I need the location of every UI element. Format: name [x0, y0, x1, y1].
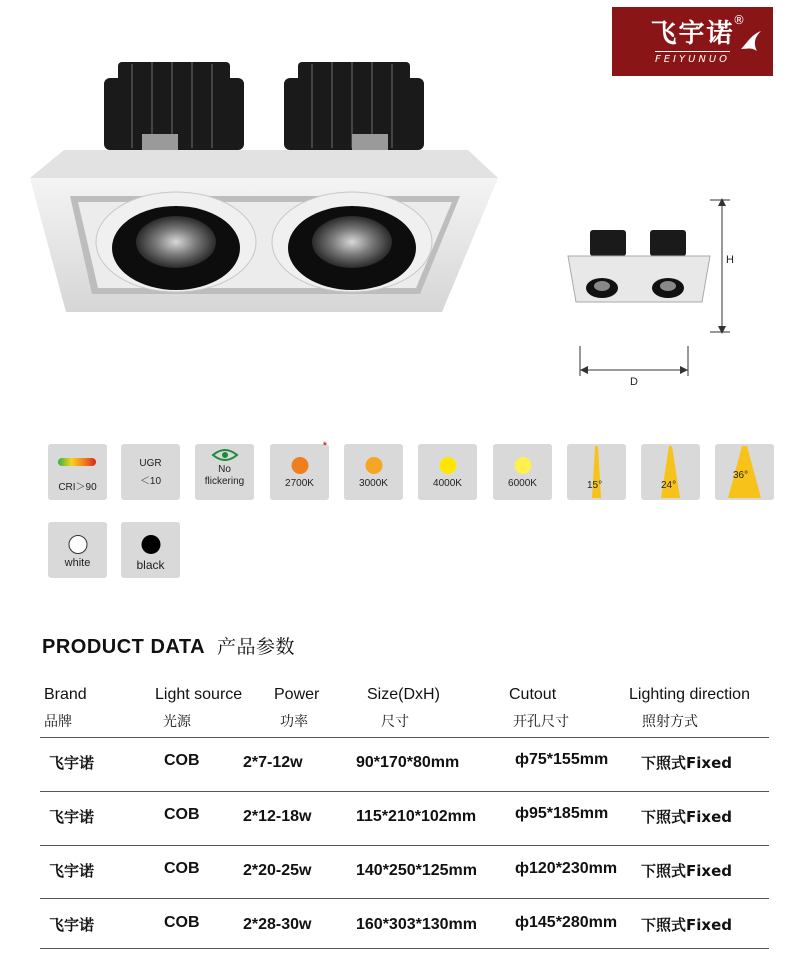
- beam-tile-15: [567, 444, 626, 500]
- finish-dot-black: [141, 535, 160, 554]
- cell-brand: 飞宇诺: [49, 808, 95, 826]
- cell-light-source: COB: [164, 806, 200, 823]
- product-image: [22, 58, 502, 320]
- cct-dot-6000k: [514, 457, 531, 474]
- color-spectrum-icon: [58, 458, 96, 466]
- cell-lighting-direction: 下照式Fixed: [641, 862, 732, 880]
- cell-brand: 飞宇诺: [49, 916, 95, 934]
- cell-cutout: ф145*280mm: [515, 914, 618, 931]
- cell-lighting-direction: 下照式Fixed: [641, 916, 732, 934]
- row-divider: [40, 898, 769, 899]
- cct-star: *: [322, 440, 327, 452]
- no-flicker-label-1: No: [218, 464, 231, 475]
- bird-icon: [739, 29, 763, 55]
- ugr-value: ＜10: [139, 476, 162, 487]
- beam-label-36: 36°: [733, 470, 749, 481]
- cct-label-2700k: 2700K: [285, 478, 314, 489]
- cell-lighting-direction: 下照式Fixed: [641, 754, 732, 772]
- beam-15-icon: [567, 444, 626, 500]
- dimension-drawing: [560, 190, 760, 390]
- height-label: H: [726, 254, 734, 266]
- cri-label: CRI＞90: [58, 482, 97, 493]
- cct-label-4000k: 4000K: [433, 478, 462, 489]
- cct-dot-3000k: [365, 457, 382, 474]
- beam-label-15: 15°: [587, 480, 603, 491]
- cell-brand: 飞宇诺: [49, 754, 95, 772]
- header-size: Size(DxH): [367, 686, 440, 703]
- cell-size: 140*250*125mm: [356, 862, 477, 879]
- finish-label-white: white: [64, 557, 91, 569]
- beam-24-icon: [641, 444, 700, 500]
- logo-chinese-name: 飞宇诺: [650, 18, 735, 49]
- cct-dot-2700k: [291, 457, 308, 474]
- header-light-source-cn: 光源: [163, 714, 191, 730]
- eye-icon: [211, 448, 239, 462]
- cell-light-source: COB: [164, 752, 200, 769]
- cell-light-source: COB: [164, 914, 200, 931]
- header-power-cn: 功率: [280, 714, 308, 730]
- section-title-en: PRODUCT DATA: [42, 636, 206, 658]
- row-divider: [40, 737, 769, 738]
- finish-tile-black: [121, 522, 180, 578]
- header-light-source: Light source: [155, 686, 243, 703]
- cell-lighting-direction: 下照式Fixed: [641, 808, 732, 826]
- beam-tile-36: [715, 444, 774, 500]
- cell-size: 115*210*102mm: [356, 808, 477, 825]
- section-title-cn: 产品参数: [217, 637, 296, 658]
- row-divider: [40, 791, 769, 792]
- no-flicker-label-2: flickering: [204, 476, 245, 487]
- finish-tile-white: [48, 522, 107, 578]
- no-flicker-tile: [195, 444, 254, 500]
- cell-cutout: ф95*185mm: [515, 805, 609, 822]
- header-lighting-direction: Lighting direction: [629, 686, 750, 703]
- cell-size: 160*303*130mm: [356, 916, 477, 933]
- row-divider: [40, 845, 769, 846]
- cell-power: 2*7-12w: [243, 754, 303, 771]
- cell-cutout: ф120*230mm: [515, 860, 618, 877]
- row-divider: [40, 948, 769, 949]
- ugr-label: UGR: [139, 458, 162, 469]
- cct-tile-4000k: [418, 444, 477, 500]
- cct-dot-4000k: [439, 457, 456, 474]
- brand-logo: [612, 7, 773, 76]
- header-cutout: Cutout: [509, 686, 557, 703]
- header-brand-cn: 品牌: [44, 714, 72, 730]
- finish-dot-white: [68, 535, 87, 554]
- header-lighting-direction-cn: 照射方式: [642, 714, 698, 730]
- finish-label-black: black: [136, 558, 165, 572]
- dimension-sketch: [560, 190, 760, 390]
- logo-english-name: FEIYUNUO: [655, 51, 730, 65]
- cct-tile-6000k: [493, 444, 552, 500]
- registered-mark: ®: [733, 13, 745, 27]
- header-size-cn: 尺寸: [381, 714, 409, 730]
- cct-label-6000k: 6000K: [508, 478, 537, 489]
- cri-tile: [48, 444, 107, 500]
- ugr-tile: [121, 444, 180, 500]
- header-power: Power: [274, 686, 320, 703]
- header-brand: Brand: [44, 686, 87, 703]
- cell-power: 2*20-25w: [243, 862, 312, 879]
- beam-tile-24: [641, 444, 700, 500]
- beam-label-24: 24°: [661, 480, 677, 491]
- cct-tile-3000k: [344, 444, 403, 500]
- cct-tile-2700k: [270, 440, 329, 500]
- section-title: [42, 632, 295, 659]
- cell-brand: 飞宇诺: [49, 862, 95, 880]
- diameter-label: D: [630, 376, 638, 388]
- cell-power: 2*28-30w: [243, 916, 312, 933]
- cell-cutout: ф75*155mm: [515, 751, 609, 768]
- header-cutout-cn: 开孔尺寸: [513, 714, 569, 730]
- cct-label-3000k: 3000K: [359, 478, 388, 489]
- cell-size: 90*170*80mm: [356, 754, 460, 771]
- cell-light-source: COB: [164, 860, 200, 877]
- cell-power: 2*12-18w: [243, 808, 312, 825]
